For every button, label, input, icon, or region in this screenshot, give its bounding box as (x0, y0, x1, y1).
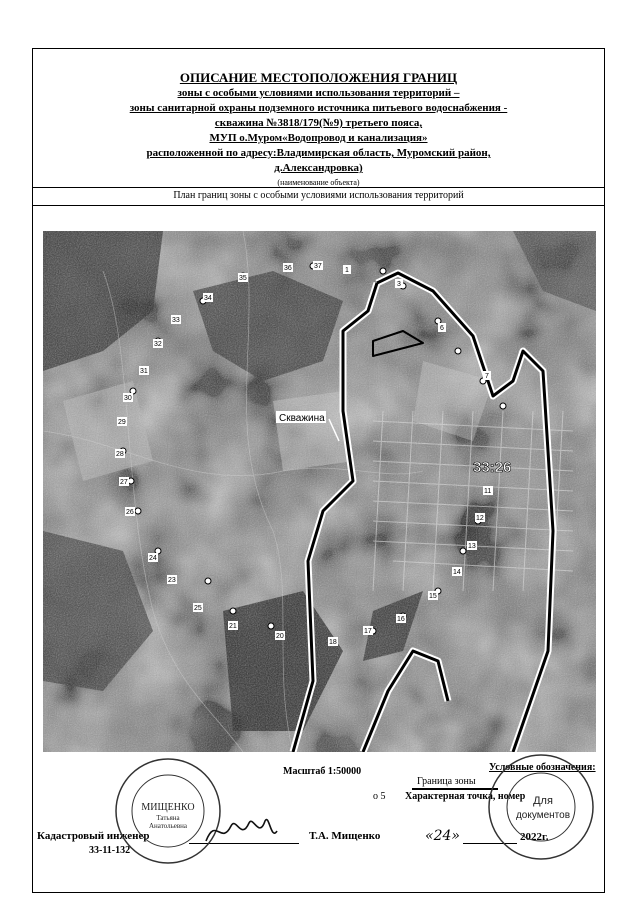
point-number: 3 (397, 281, 401, 288)
legend-boundary-label: Граница зоны (417, 776, 476, 787)
legend-point-label: Характерная точка, номер (405, 791, 526, 802)
engineer-name: Т.А. Мищенко (309, 830, 381, 842)
map-svg (43, 231, 596, 752)
seal-first-name: Татьяна (156, 814, 180, 822)
point-number: 37 (314, 263, 322, 270)
point-number: 26 (126, 509, 134, 516)
object-caption: (наименование объекта) (277, 178, 360, 187)
header-line-5: расположенной по адресу:Владимирская область, Муромский район, (146, 147, 491, 159)
header-line-1: зоны с особыми условиями использования территорий – (177, 87, 460, 99)
date-day: «24» (425, 828, 460, 844)
point-number: 20 (276, 633, 284, 640)
document-title: ОПИСАНИЕ МЕСТОПОЛОЖЕНИЯ ГРАНИЦ (179, 70, 458, 85)
header-line-4: МУП о.Муром«Водопровод и канализация» (209, 132, 428, 144)
organization-stamp (486, 752, 596, 862)
point-number: 34 (204, 295, 212, 302)
document-frame (32, 48, 605, 893)
point-number: 25 (194, 605, 202, 612)
point-number: 12 (476, 515, 484, 522)
point-number: 24 (149, 555, 157, 562)
point-number: 27 (120, 479, 128, 486)
header-line-6: д.Александровка) (274, 162, 363, 174)
point-number: 32 (154, 341, 162, 348)
point-number: 16 (397, 616, 405, 623)
header-line-2: зоны санитарной охраны подземного источника питьевого водоснабжения - (129, 102, 508, 114)
point-number: 18 (329, 639, 337, 646)
legend-point-example: о 5 (373, 791, 386, 802)
point-number: 23 (168, 577, 176, 584)
engineer-title: Кадастровый инженер (37, 830, 150, 842)
engineer-number: 33-11-132 (89, 845, 131, 856)
point-number: 7 (485, 373, 489, 380)
map-scale: Масштаб 1:50000 (283, 766, 362, 777)
point-number: 31 (140, 368, 148, 375)
point-number: 6 (440, 325, 444, 332)
legend-title: Условные обозначения: (489, 762, 596, 773)
point-number: 14 (453, 569, 461, 576)
quarter-label: 33:26 (473, 459, 512, 476)
stamp-text-line-2: документов (515, 810, 571, 821)
point-number: 21 (229, 623, 237, 630)
point-number: 33 (172, 317, 180, 324)
point-number: 13 (468, 543, 476, 550)
well-label: Скважина (279, 413, 325, 424)
point-number: 35 (239, 275, 247, 282)
satellite-map (43, 231, 596, 752)
divider (33, 205, 604, 206)
header-line-3: скважина №3818/179(№9) третьего пояса, (214, 117, 423, 129)
point-number: 11 (484, 488, 492, 495)
stamp-text-line-1: Для (533, 795, 553, 807)
plan-label: План границ зоны с особыми условиями использования территорий (173, 190, 464, 201)
divider (33, 187, 604, 188)
point-number: 30 (124, 395, 132, 402)
point-number: 1 (345, 267, 349, 274)
point-number: 29 (118, 419, 126, 426)
point-number: 28 (116, 451, 124, 458)
date-year: 2022г. (520, 831, 549, 843)
seal-name: МИЩЕНКО (141, 802, 195, 813)
seal-patronymic: Анатольевна (148, 822, 188, 830)
point-number: 17 (364, 628, 372, 635)
point-number: 15 (429, 593, 437, 600)
signature (201, 811, 281, 851)
point-number: 36 (284, 265, 292, 272)
